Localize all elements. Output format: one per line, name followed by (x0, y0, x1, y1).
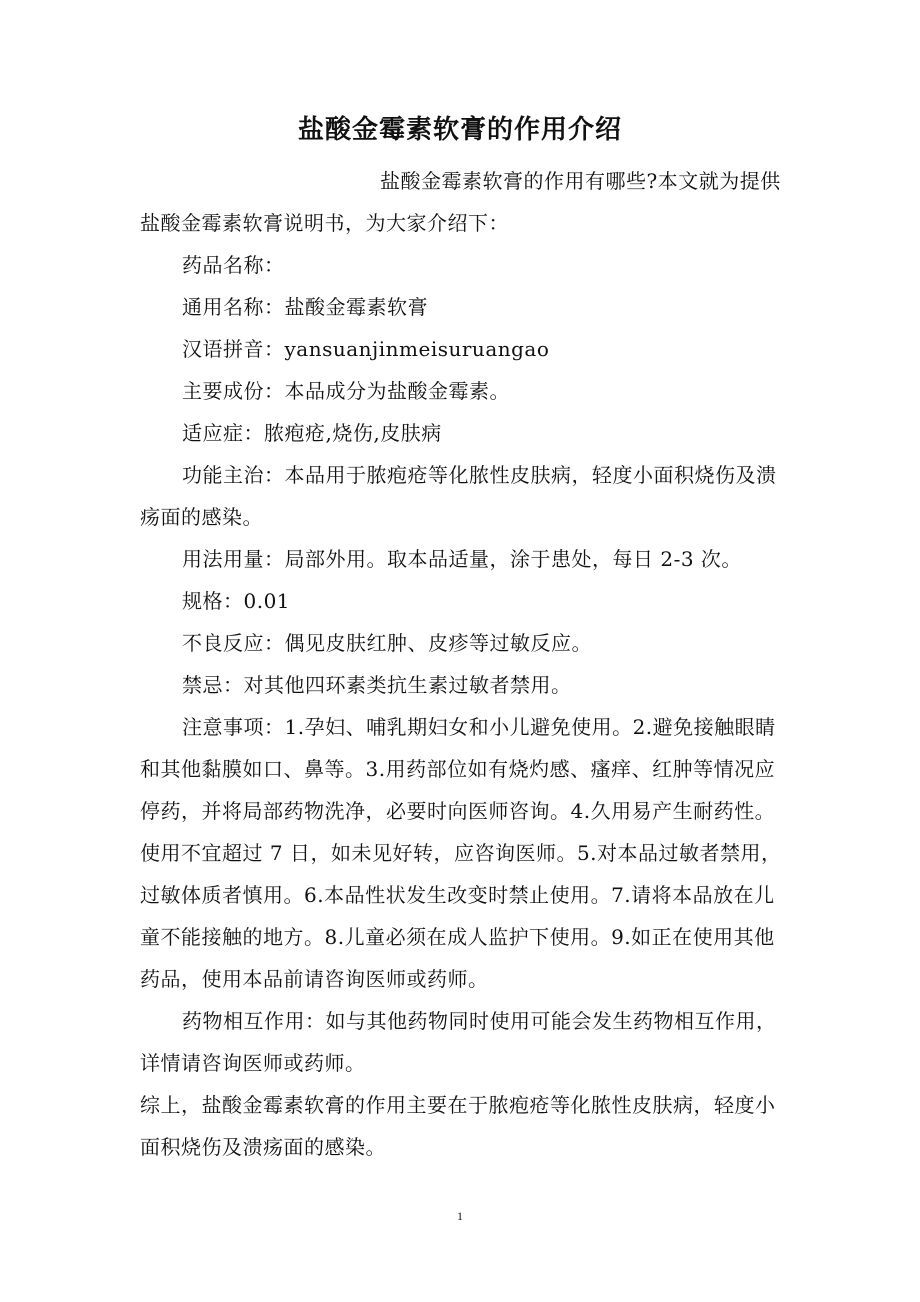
document-body (140, 160, 782, 1168)
main-ingredients: 主要成份：本品成分为盐酸金霉素。 (182, 379, 510, 403)
page-number: 1 (457, 1209, 463, 1223)
specification: 规格：0.01 (182, 589, 291, 613)
adverse-reactions: 不良反应：偶见皮肤红肿、皮疹等过敏反应。 (182, 631, 592, 655)
dosage-paragraph: 用法用量：局部外用。取本品适量，涂于患处，每日 2-3 次。 (182, 547, 742, 571)
functions-paragraph: 功能主治：本品用于脓疱疮等化脓性皮肤病，轻度小面积烧伤及溃疡面的感染。 (140, 463, 777, 529)
generic-name: 通用名称：盐酸金霉素软膏 (182, 295, 428, 319)
document-title: 盐酸金霉素软膏的作用介绍 (297, 115, 622, 145)
precautions-paragraph: 注意事项：1.孕妇、哺乳期妇女和小儿避免使用。2.避免接触眼睛和其他黏膜如口、鼻等。3.用药部位如有烧灼感、瘙痒、红肿等情况应停药，并将局部药物洗净，必要时向医师咨询。4.久用易产生耐药性。使用不宜超过 7 日，如未见好转，应咨询医师。5.对本品过敏者禁用，过敏体质者慎用。6.本品性状发生改变时禁止使用。7.请将本品放在儿童不能接触的地方。8.儿童必须在成人监护下使用。9.如正在使用其他药品，使用本品前请咨询医师或药师。 (140, 715, 782, 991)
interactions-paragraph: 药物相互作用：如与其他药物同时使用可能会发生药物相互作用，详情请咨询医师或药师。 (140, 1009, 777, 1075)
drug-name-heading: 药品名称： (182, 253, 285, 277)
intro-paragraph: 盐酸金霉素软膏的作用有哪些?本文就为提供盐酸金霉素软膏说明书，为大家介绍下： (140, 169, 781, 235)
contraindications: 禁忌：对其他四环素类抗生素过敏者禁用。 (182, 673, 572, 697)
conclusion-paragraph: 综上，盐酸金霉素软膏的作用主要在于脓疱疮等化脓性皮肤病，轻度小面积烧伤及溃疡面的感染。 (140, 1093, 776, 1159)
indications: 适应症：脓疱疮,烧伤,皮肤病 (182, 421, 442, 445)
pinyin-name: 汉语拼音：yansuanjinmeisuruangao (182, 337, 550, 361)
